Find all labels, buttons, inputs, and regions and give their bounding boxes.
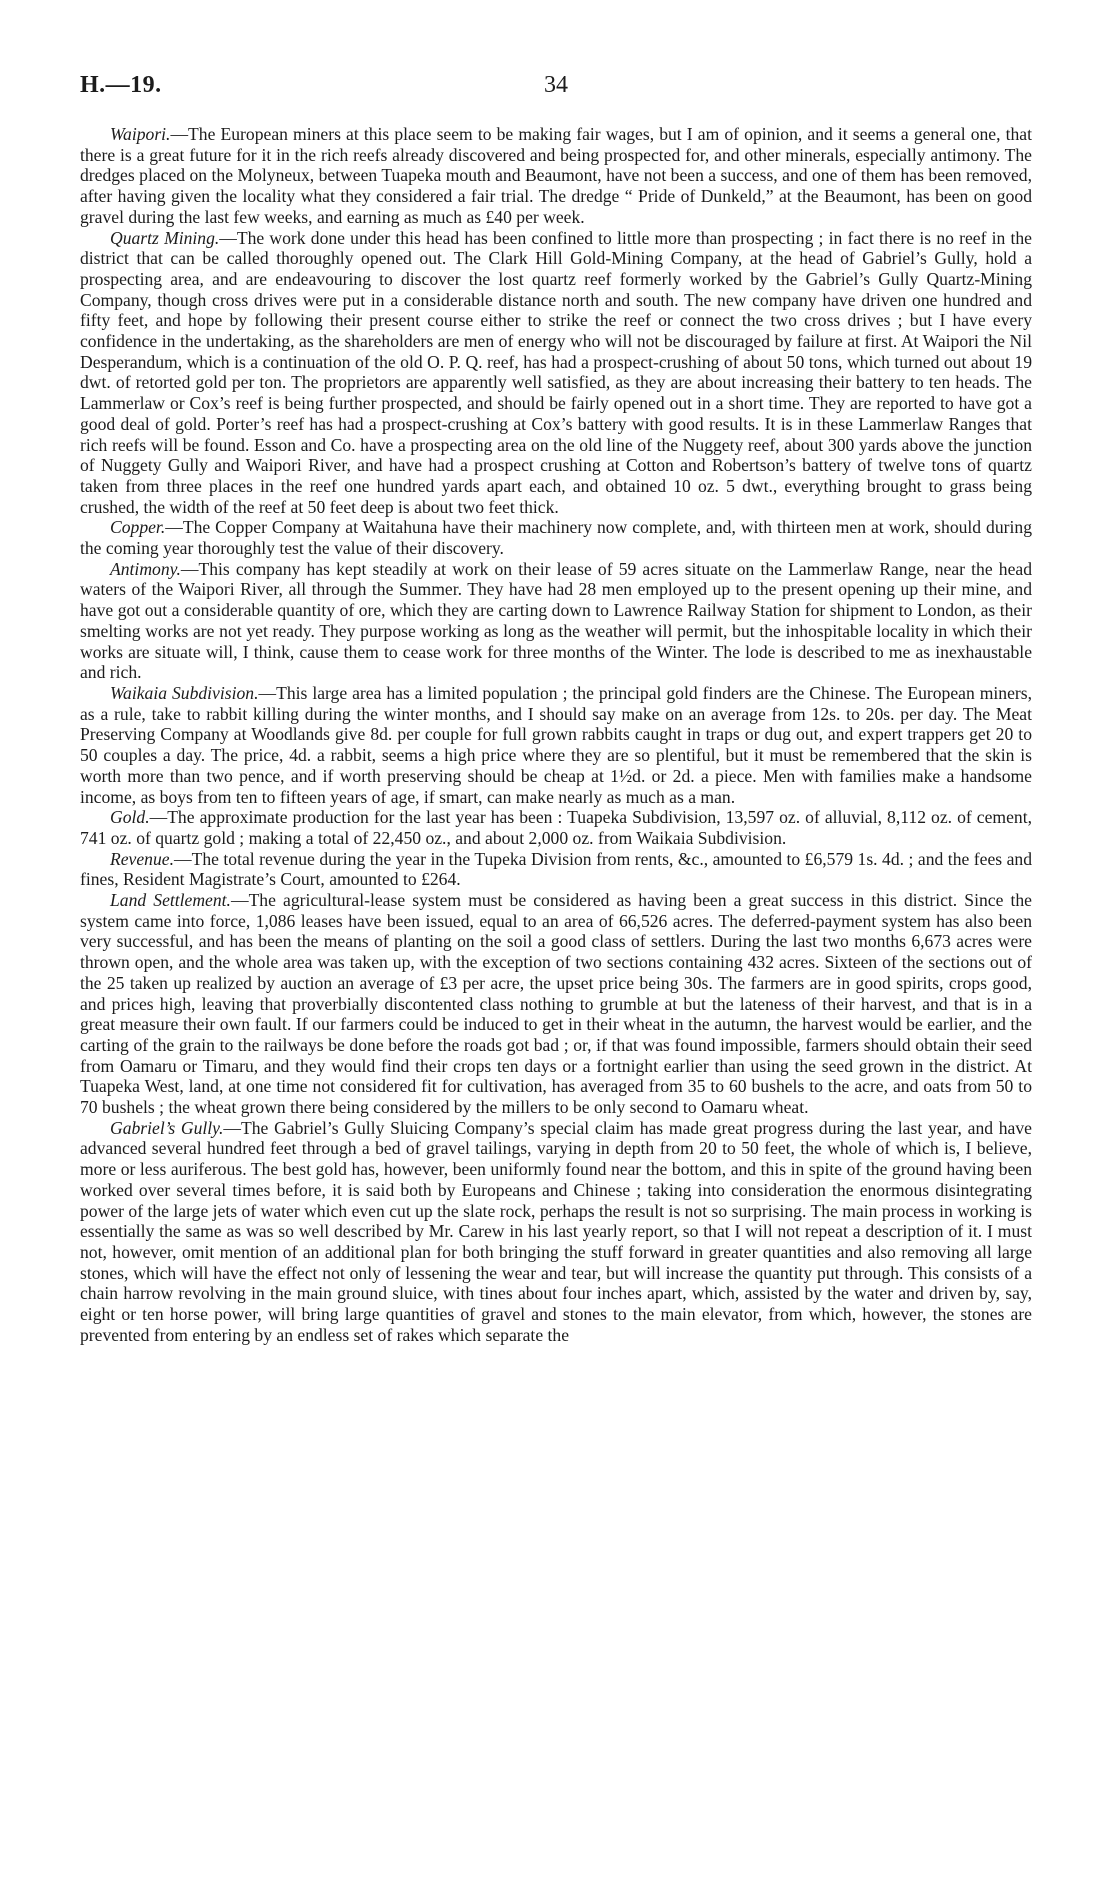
paragraph-gold bbox=[80, 807, 1032, 848]
paragraph-gabriels-gully bbox=[80, 1118, 1032, 1346]
paragraph-text: —This company has kept steadily at work on their lease of 59 acres situate on the Lammerlaw Range, near the head waters of the Waipori River, all through the Summer. They have had 28 men employed up to the present opening up their mine, and have got out a considerable quantity of ore, which they are carting down to Lawrence Railway Station for shipment to London, as their smelting works are not yet ready. They purpose working as long as the weather will permit, but the inhospitable locality in which their works are situate will, I think, cause them to cease work for three months of the Winter. The lode is described to me as inexhaustable and rich. bbox=[80, 558, 1032, 683]
paragraph-land-settlement bbox=[80, 890, 1032, 1118]
paragraph-waipori bbox=[80, 124, 1032, 228]
paragraph-heading: Quartz Mining. bbox=[110, 227, 220, 248]
paragraph-heading: Copper. bbox=[110, 517, 166, 538]
paragraph-heading: Gabriel’s Gully. bbox=[110, 1117, 224, 1138]
paragraph-text: —The agricultural-lease system must be considered as having been a great success in this district. Since the system came into force, 1,086 leases have been issued, equal to an area of 66,526 acres. The deferred-payment system has also been very successful, and has been the means of planting on the soil a good class of settlers. During the last two months 6,673 acres were thrown open, and the whole area was taken up, with the exception of two sections containing 432 acres. Sixteen of the sections out of the 25 taken up realized by auction an average of £3 per acre, the upset price being 30s. The farmers are in good spirits, crops good, and prices high, leaving that proverbially discontented class nothing to grumble at but the lateness of their harvest, and that is in a great measure their own fault. If our farmers could be induced to get in their wheat in the autumn, the harvest would be earlier, and the carting of the grain to the railways be done before the roads got bad ; or, if that was found impossible, farmers should obtain their seed from Oamaru or Timaru, and they would find their crops ten days or a fortnight earlier than using the seed grown in the district. At Tuapeka West, land, at one time not considered fit for cultivation, has averaged from 35 to 60 bushels to the acre, and oats from 50 to 70 bushels ; the wheat grown there being considered by the millers to be only second to Oamaru wheat. bbox=[80, 890, 1032, 1118]
paragraph-text: —The approximate production for the last year has been : Tuapeka Subdivision, 13,597 oz. of alluvial, 8,112 oz. of cement, 741 oz. of quartz gold ; making a total of 22,450 oz., and about 2,000 oz. from Waikaia Subdivision. bbox=[80, 807, 1032, 848]
paragraph-text: —The Copper Company at Waitahuna have their machinery now complete, and, with thirteen men at work, should during the coming year thoroughly test the value of their discovery. bbox=[80, 517, 1032, 559]
paragraph-antimony bbox=[80, 559, 1032, 683]
page-number: 34 bbox=[544, 72, 568, 98]
paragraph-text: —The total revenue during the year in the Tupeka Division from rents, &c., amounted to £6,579 1s. 4d. ; and the fees and fines, Resident Magistrate’s Court, amounted to £264. bbox=[80, 848, 1032, 890]
paragraph-revenue bbox=[80, 849, 1032, 890]
page-header bbox=[80, 72, 1032, 106]
page-reference: H.—19. bbox=[80, 72, 162, 98]
paragraph-heading: Revenue. bbox=[110, 848, 174, 869]
paragraph-waikaia-subdivision bbox=[80, 683, 1032, 807]
paragraph-copper bbox=[80, 517, 1032, 558]
paragraph-heading: Antimony. bbox=[110, 558, 181, 579]
paragraph-heading: Waikaia Subdivision. bbox=[110, 682, 259, 703]
paragraph-heading: Gold. bbox=[110, 807, 150, 828]
paragraph-text: —The work done under this head has been confined to little more than prospecting ; in fact there is no reef in the district that can be called thoroughly opened out. The Clark Hill Gold-Mining Company, at the head of Gabriel’s Gully, hold a prospecting area, and are endeavouring to discover the lost quartz reef formerly worked by the Gabriel’s Gully Quartz-Mining Company, though cross drives were put in a considerable distance north and south. The new company have driven one hundred and fifty feet, and hope by following their present course either to strike the reef or connect the two cross drives ; but I have every confidence in the undertaking, as the shareholders are men of energy who will not be discouraged by failure at first. At Waipori the Nil Desperandum, which is a continuation of the old O. P. Q. reef, has had a prospect-crushing of about 50 tons, which turned out about 19 dwt. of retorted gold per ton. The proprietors are apparently well satisfied, as they are about increasing their battery to ten heads. The Lammerlaw or Cox’s reef is being further prospected, and should be fairly opened out in a short time. They are reported to have got a good deal of gold. Porter’s reef has had a prospect-crushing at Cox’s battery with good results. It is in these Lammerlaw Ranges that rich reefs will be found. Esson and Co. have a prospecting area on the old line of the Nuggety reef, about 300 yards above the junction of Nuggety Gully and Waipori River, and have had a prospect crushing at Cotton and Robertson’s battery of twelve tons of quartz taken from three places in the reef one hundred yards apart each, and obtained 10 oz. 5 dwt., everything brought to grass being crushed, the width of the reef at 50 feet deep is about two feet thick. bbox=[80, 227, 1032, 517]
report-body bbox=[80, 124, 1032, 1345]
paragraph-text: —This large area has a limited population ; the principal gold finders are the Chinese. The European miners, as a rule, take to rabbit killing during the winter months, and I should say make on an average from 12s. to 20s. per day. The Meat Preserving Company at Woodlands give 8d. per couple for full grown rabbits caught in traps or dug out, and expert trappers get 20 to 50 couples a day. The price, 4d. a rabbit, seems a high price where they are so plentiful, but it must be remembered that the skin is worth more than two pence, and if worth preserving should be cheap at 1½d. or 2d. a piece. Men with families make a handsome income, as boys from ten to fifteen years of age, if smart, can make nearly as much as a man. bbox=[80, 682, 1032, 807]
paragraph-quartz-mining bbox=[80, 228, 1032, 518]
paragraph-heading: Waipori. bbox=[110, 124, 171, 144]
paragraph-text: —The European miners at this place seem to be making fair wages, but I am of opinion, and it seems a general one, that there is a great future for it in the rich reefs already discovered and being prospected for, and other minerals, especially antimony. The dredges placed on the Molyneux, between Tuapeka mouth and Beaumont, have not been a success, and one of them has been removed, after having given the locality what they considered a fair trial. The dredge “ Pride of Dunkeld,” at the Beaumont, has been on good gravel during the last few weeks, and earning as much as £40 per week. bbox=[80, 124, 1032, 227]
paragraph-heading: Land Settlement. bbox=[110, 890, 231, 911]
paragraph-text: —The Gabriel’s Gully Sluicing Company’s special claim has made great progress during the last year, and have advanced several hundred feet through a bed of gravel tailings, varying in depth from 20 to 50 feet, the whole of which is, I believe, more or less auriferous. The best gold has, however, been uniformly found near the bottom, and this in spite of the ground having been worked over several times before, it is said both by Europeans and Chinese ; taking into consideration the enormous disintegrating power of the large jets of water which even cut up the slate rock, perhaps the result is not so surprising. The main process in working is essentially the same as was so well described by Mr. Carew in his last yearly report, so that I will not repeat a description of it. I must not, however, omit mention of an additional plan for both bringing the stuff forward in greater quantities and also removing all large stones, which will have the effect not only of lessening the wear and tear, but will increase the quantity put through. This consists of a chain harrow revolving in the main ground sluice, with tines about four inches apart, which, assisted by the water and driven by, say, eight or ten horse power, will bring large quantities of gravel and stones to the main elevator, from which, however, the stones are prevented from entering by an endless set of rakes which separate the bbox=[80, 1117, 1032, 1345]
